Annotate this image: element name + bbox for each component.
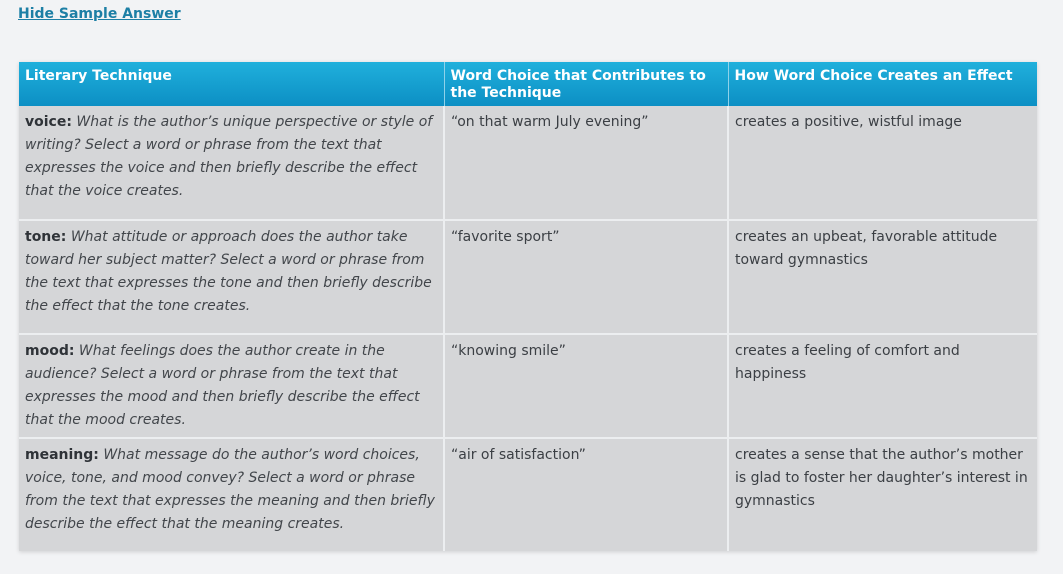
effect-cell: creates a sense that the author’s mother is glad to foster her daughter’s interest in gymnastics	[728, 438, 1037, 551]
technique-cell	[19, 438, 444, 551]
technique-term: mood:	[25, 343, 75, 359]
technique-description: What attitude or approach does the author take toward her subject matter? Select a word or phrase from the text that expresses the tone and then briefly describe the effect that the tone creates.	[25, 229, 432, 314]
hide-sample-answer-link[interactable]: Hide Sample Answer	[18, 6, 181, 22]
word-choice-cell: “favorite sport”	[444, 220, 728, 334]
effect-cell: creates a feeling of comfort and happiness	[728, 334, 1037, 438]
column-header-effect: How Word Choice Creates an Effect	[728, 62, 1037, 106]
column-header-literary-technique: Literary Technique	[19, 62, 444, 106]
technique-term: meaning:	[25, 447, 99, 463]
table-row-voice	[19, 106, 1037, 220]
technique-term: voice:	[25, 114, 72, 130]
word-choice-cell: “air of satisfaction”	[444, 438, 728, 551]
effect-cell: creates a positive, wistful image	[728, 106, 1037, 220]
table-row-meaning	[19, 438, 1037, 551]
table-row-tone	[19, 220, 1037, 334]
table-row-mood	[19, 334, 1037, 438]
word-choice-cell: “knowing smile”	[444, 334, 728, 438]
word-choice-cell: “on that warm July evening”	[444, 106, 728, 220]
column-header-word-choice: Word Choice that Contributes to the Technique	[444, 62, 728, 106]
table-header-row	[19, 62, 1037, 106]
technique-description: What message do the author’s word choices, voice, tone, and mood convey? Select a word or phrase from the text that expresses the meaning and then briefly describe the effect that the meaning creates.	[25, 447, 435, 532]
technique-cell	[19, 106, 444, 220]
effect-cell: creates an upbeat, favorable attitude toward gymnastics	[728, 220, 1037, 334]
technique-term: tone:	[25, 229, 67, 245]
sample-answer-table-container	[19, 62, 1037, 551]
technique-cell	[19, 334, 444, 438]
technique-description: What feelings does the author create in the audience? Select a word or phrase from the text that expresses the mood and then briefly describe the effect that the mood creates.	[25, 343, 420, 428]
sample-answer-table	[19, 62, 1037, 551]
technique-cell	[19, 220, 444, 334]
technique-description: What is the author’s unique perspective or style of writing? Select a word or phrase from the text that expresses the voice and then briefly describe the effect that the voice creates.	[25, 114, 433, 199]
